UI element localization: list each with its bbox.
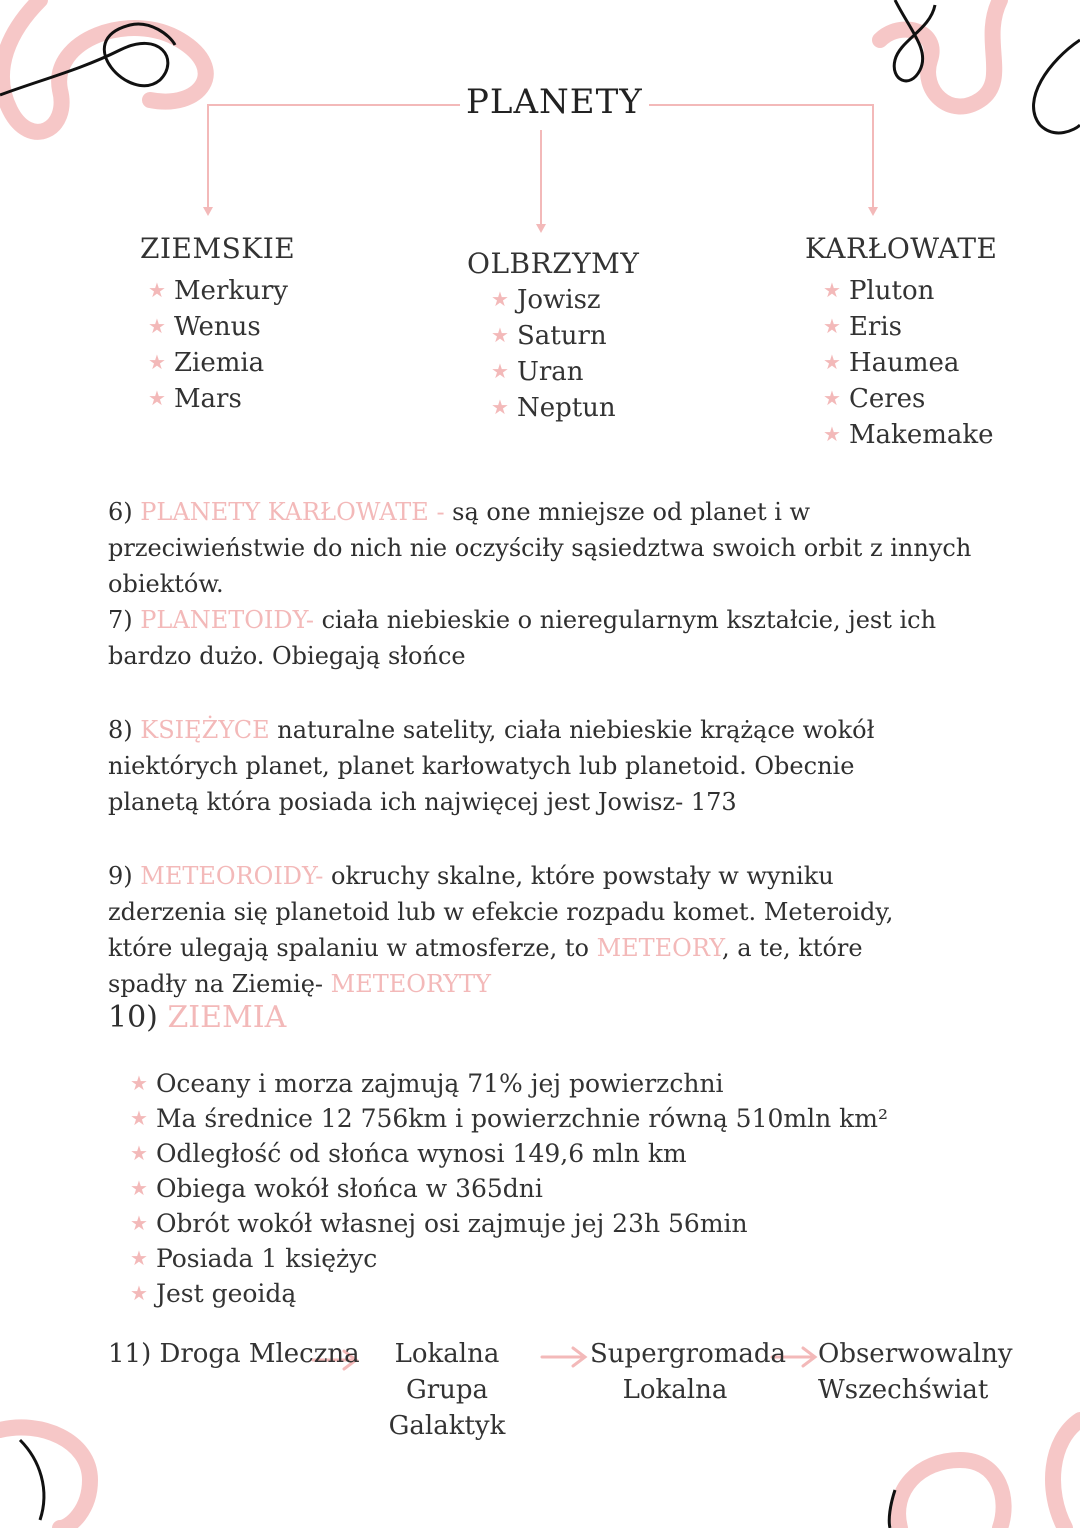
star-icon: ★ <box>491 323 509 347</box>
swirl-bottom-right-pink <box>898 1460 1004 1528</box>
column-list <box>823 273 997 453</box>
star-icon: ★ <box>823 350 841 374</box>
swirl-bottom-right-pink-2 <box>1053 1420 1080 1528</box>
column-list <box>148 273 295 417</box>
title-connectors <box>208 105 873 228</box>
list-item-text: Merkury <box>173 276 288 306</box>
list-item <box>491 282 639 318</box>
list-item-text: Ziemia <box>173 348 265 378</box>
list-item <box>823 273 997 309</box>
list-item <box>130 1241 888 1276</box>
star-icon: ★ <box>130 1106 148 1130</box>
list-item-text: Makemake <box>848 420 994 450</box>
section-text: naturalne satelity, ciała niebieskie krążące wokół niektórych planet, planet karłowatych lub planetoid. Obecnie planetą która posiada ich najwięcej jest Jowisz- 173 <box>108 716 875 816</box>
chain-label: Droga Mleczna <box>159 1339 360 1369</box>
list-item <box>130 1171 888 1206</box>
swirl-bottom-left-pink <box>0 1427 90 1528</box>
list-item <box>491 354 639 390</box>
section-text: okruchy skalne, które powstały w wyniku zderzenia się planetoid lub w efekcie rozpadu komet. Meteroidy, które ulegają spalaniu w atmosferze, to <box>108 862 894 962</box>
section-text: ciała niebieskie o nieregularnym kształcie, jest ich bardzo dużo. Obiegają słońce <box>108 606 937 670</box>
star-icon: ★ <box>491 359 509 383</box>
list-item <box>130 1101 888 1136</box>
star-icon: ★ <box>130 1071 148 1095</box>
section-text-2: , a te, które spadły na Ziemię- <box>108 934 863 998</box>
list-item-text: Oceany i morza zajmują 71% jej powierzchni <box>155 1069 724 1098</box>
section-6 <box>108 494 988 602</box>
list-item <box>148 309 295 345</box>
swirl-top-right-black <box>894 0 935 81</box>
section-number: 10) <box>108 1000 158 1035</box>
star-icon: ★ <box>491 287 509 311</box>
star-icon: ★ <box>130 1141 148 1165</box>
list-item <box>823 417 997 453</box>
section-7 <box>108 602 988 674</box>
list-item-text: Eris <box>848 312 903 342</box>
list-item <box>491 318 639 354</box>
section-9 <box>108 858 928 1002</box>
list-item <box>823 309 997 345</box>
star-icon: ★ <box>130 1246 148 1270</box>
star-icon: ★ <box>130 1281 148 1305</box>
list-item-text: Obiega wokół słońca w 365dni <box>155 1174 543 1203</box>
chain-step-4: Obserwowalny Wszechświat <box>818 1339 1013 1405</box>
column-list <box>491 282 639 426</box>
section-term-meteoryty: METEORYTY <box>330 970 491 998</box>
section-term: KSIĘŻYCE <box>140 716 270 744</box>
star-icon: ★ <box>130 1211 148 1235</box>
section-text: są one mniejsze od planet i w przeciwieństwie do nich nie oczyściły sąsiedztwa swoich orbit z innych obiektów. <box>108 498 972 598</box>
star-icon: ★ <box>823 314 841 338</box>
star-icon: ★ <box>148 314 166 338</box>
swirl-top-left-black <box>0 24 175 95</box>
list-item <box>823 381 997 417</box>
section-term-meteory: METEORY <box>596 934 722 962</box>
list-item <box>130 1276 888 1311</box>
star-icon: ★ <box>823 422 841 446</box>
list-item <box>148 273 295 309</box>
column-ziemskie <box>140 232 295 417</box>
column-karlowate <box>805 232 997 453</box>
list-item-text: Jowisz <box>516 285 601 315</box>
section-term: METEOROIDY- <box>140 862 324 890</box>
list-item-text: Ma średnice 12 756km i powierzchnie równą 510mln km² <box>155 1104 889 1133</box>
swirl-top-right-black-2 <box>1034 40 1080 133</box>
star-icon: ★ <box>148 386 166 410</box>
section-term: ZIEMIA <box>167 1000 287 1035</box>
section-8 <box>108 712 928 820</box>
list-item <box>130 1136 888 1171</box>
list-item <box>823 345 997 381</box>
swirl-top-left-pink <box>2 0 206 132</box>
section-term: PLANETY KARŁOWATE - <box>140 498 445 526</box>
column-heading: KARŁOWATE <box>805 232 998 265</box>
list-item-text: Uran <box>516 357 584 387</box>
star-icon: ★ <box>148 278 166 302</box>
column-heading: ZIEMSKIE <box>140 232 296 265</box>
list-item-text: Obrót wokół własnej osi zajmuje jej 23h 56min <box>155 1209 748 1238</box>
section-number: 8) <box>108 716 133 744</box>
swirl-bottom-right-black <box>889 1490 895 1528</box>
list-item <box>148 381 295 417</box>
list-item-text: Wenus <box>173 312 261 342</box>
star-icon: ★ <box>823 278 841 302</box>
swirl-bottom-left-black <box>20 1440 44 1520</box>
list-item-text: Jest geoidą <box>155 1279 297 1308</box>
star-icon: ★ <box>491 395 509 419</box>
star-icon: ★ <box>823 386 841 410</box>
list-item-text: Neptun <box>516 393 616 423</box>
section-term: PLANETOIDY- <box>140 606 314 634</box>
star-icon: ★ <box>130 1176 148 1200</box>
swirl-top-right-pink <box>880 0 1000 106</box>
section-10-heading <box>108 1000 286 1035</box>
page-title: PLANETY <box>460 82 649 122</box>
list-item-text: Saturn <box>516 321 607 351</box>
section-number: 6) <box>108 498 133 526</box>
list-item-text: Odległość od słońca wynosi 149,6 mln km <box>155 1139 687 1168</box>
chain-step-1 <box>108 1336 360 1372</box>
list-item <box>148 345 295 381</box>
list-item-text: Posiada 1 księżyc <box>155 1244 378 1273</box>
list-item-text: Haumea <box>848 348 960 378</box>
chain-step-3: Supergromada Lokalna <box>590 1339 787 1405</box>
column-olbrzymy <box>467 247 639 426</box>
list-item-text: Mars <box>173 384 242 414</box>
earth-facts-list <box>130 1066 888 1311</box>
list-item <box>130 1066 888 1101</box>
list-item-text: Pluton <box>848 276 935 306</box>
section-number: 9) <box>108 862 133 890</box>
column-heading: OLBRZYMY <box>467 247 640 280</box>
star-icon: ★ <box>148 350 166 374</box>
list-item <box>130 1206 888 1241</box>
chain-step-2: Lokalna Grupa Galaktyk <box>388 1339 506 1441</box>
list-item <box>491 390 639 426</box>
section-number: 7) <box>108 606 133 634</box>
section-number: 11) <box>108 1339 152 1369</box>
list-item-text: Ceres <box>848 384 926 414</box>
